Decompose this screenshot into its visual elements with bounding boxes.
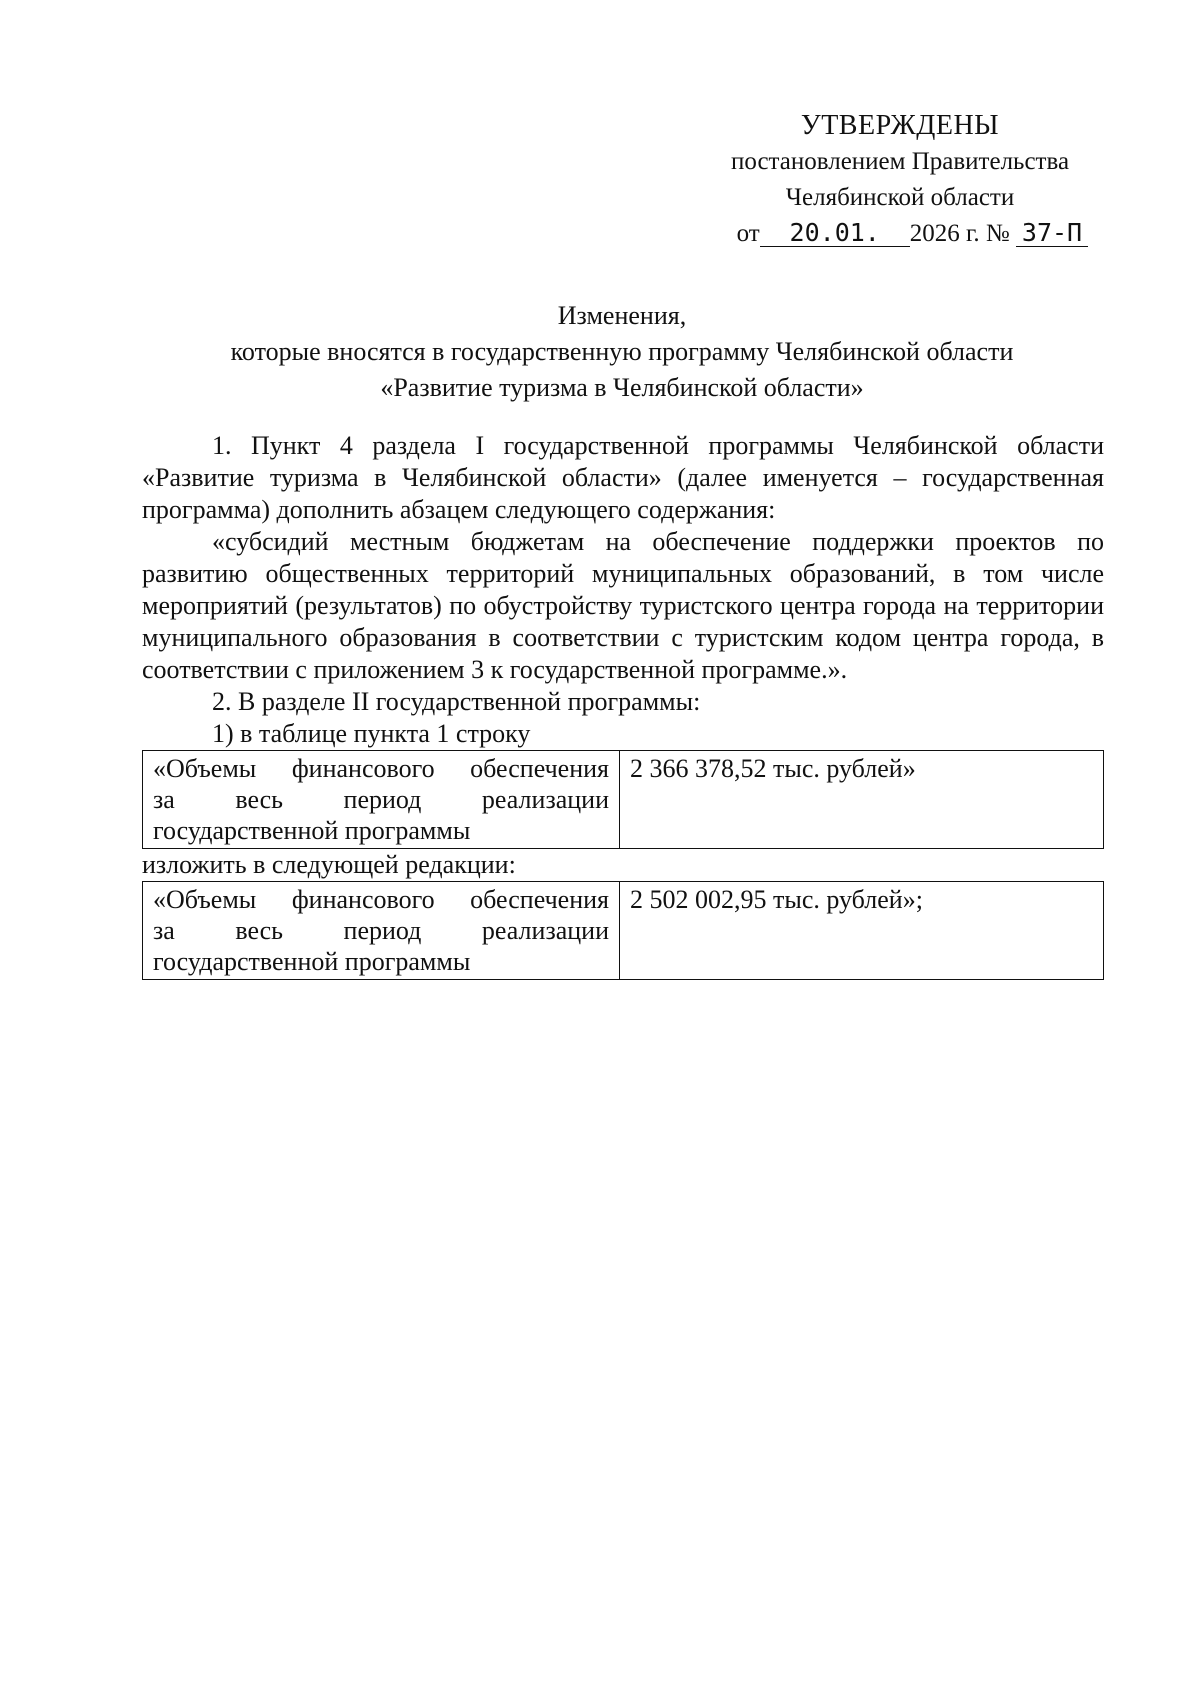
paragraph-1: 1. Пункт 4 раздела I государственной программы Челябинской области «Развитие туризма в Челябинской области» (далее именуется – государственная программа) дополнить абзацем следующего содержания: bbox=[142, 431, 1104, 524]
approval-line-2: Челябинской области bbox=[785, 184, 1015, 211]
approval-date: 20.01. bbox=[760, 220, 910, 247]
table-row bbox=[143, 882, 1104, 980]
cell-label-line-3: государственной программы bbox=[153, 816, 471, 845]
approval-year: 2026 г. № bbox=[909, 220, 1010, 247]
heading-line-3: «Развитие туризма в Челябинской области» bbox=[380, 373, 864, 402]
table-cell-value: 2 366 378,52 тыс. рублей» bbox=[620, 751, 1104, 849]
approval-title: УТВЕРЖДЕНЫ bbox=[800, 110, 1000, 141]
paragraph-between: изложить в следующей редакции: bbox=[142, 850, 516, 879]
cell-label-line-1: «Объемы финансового обеспечения bbox=[153, 754, 609, 783]
cell-label-line-2: за весь период реализации bbox=[153, 785, 609, 814]
approval-line-1: постановлением Правительства bbox=[730, 148, 1070, 175]
heading-line-1: Изменения, bbox=[557, 301, 687, 330]
paragraph-4: 1) в таблице пункта 1 строку bbox=[212, 719, 531, 748]
cell-label-line-2: за весь период реализации bbox=[153, 916, 609, 945]
approval-number: 37-П bbox=[1016, 220, 1088, 247]
table-row bbox=[143, 751, 1104, 849]
paragraph-3: 2. В разделе II государственной программы: bbox=[212, 687, 701, 716]
document-body bbox=[142, 430, 1104, 980]
approval-stamp bbox=[700, 108, 1100, 252]
cell-label-line-3: государственной программы bbox=[153, 947, 471, 976]
table-cell-label bbox=[143, 882, 620, 980]
heading-line-2: которые вносятся в государственную программу Челябинской области bbox=[230, 337, 1014, 366]
table-cell-label bbox=[143, 751, 620, 849]
document-heading bbox=[140, 298, 1104, 406]
table-new-row bbox=[142, 881, 1104, 980]
approval-prefix: от bbox=[736, 220, 760, 247]
table-cell-value: 2 502 002,95 тыс. рублей»; bbox=[620, 882, 1104, 980]
cell-label-line-1: «Объемы финансового обеспечения bbox=[153, 885, 609, 914]
table-current-row bbox=[142, 750, 1104, 849]
approval-date-number-line bbox=[700, 216, 1100, 252]
paragraph-2: «субсидий местным бюджетам на обеспечение поддержки проектов по развитию общественных территорий муниципальных образований, в том числе мероприятий (результатов) по обустройству туристского центра города на территории муниципального образования в соответствии с туристским кодом центра города, в соответствии с приложением 3 к государственной программе.». bbox=[142, 527, 1104, 684]
